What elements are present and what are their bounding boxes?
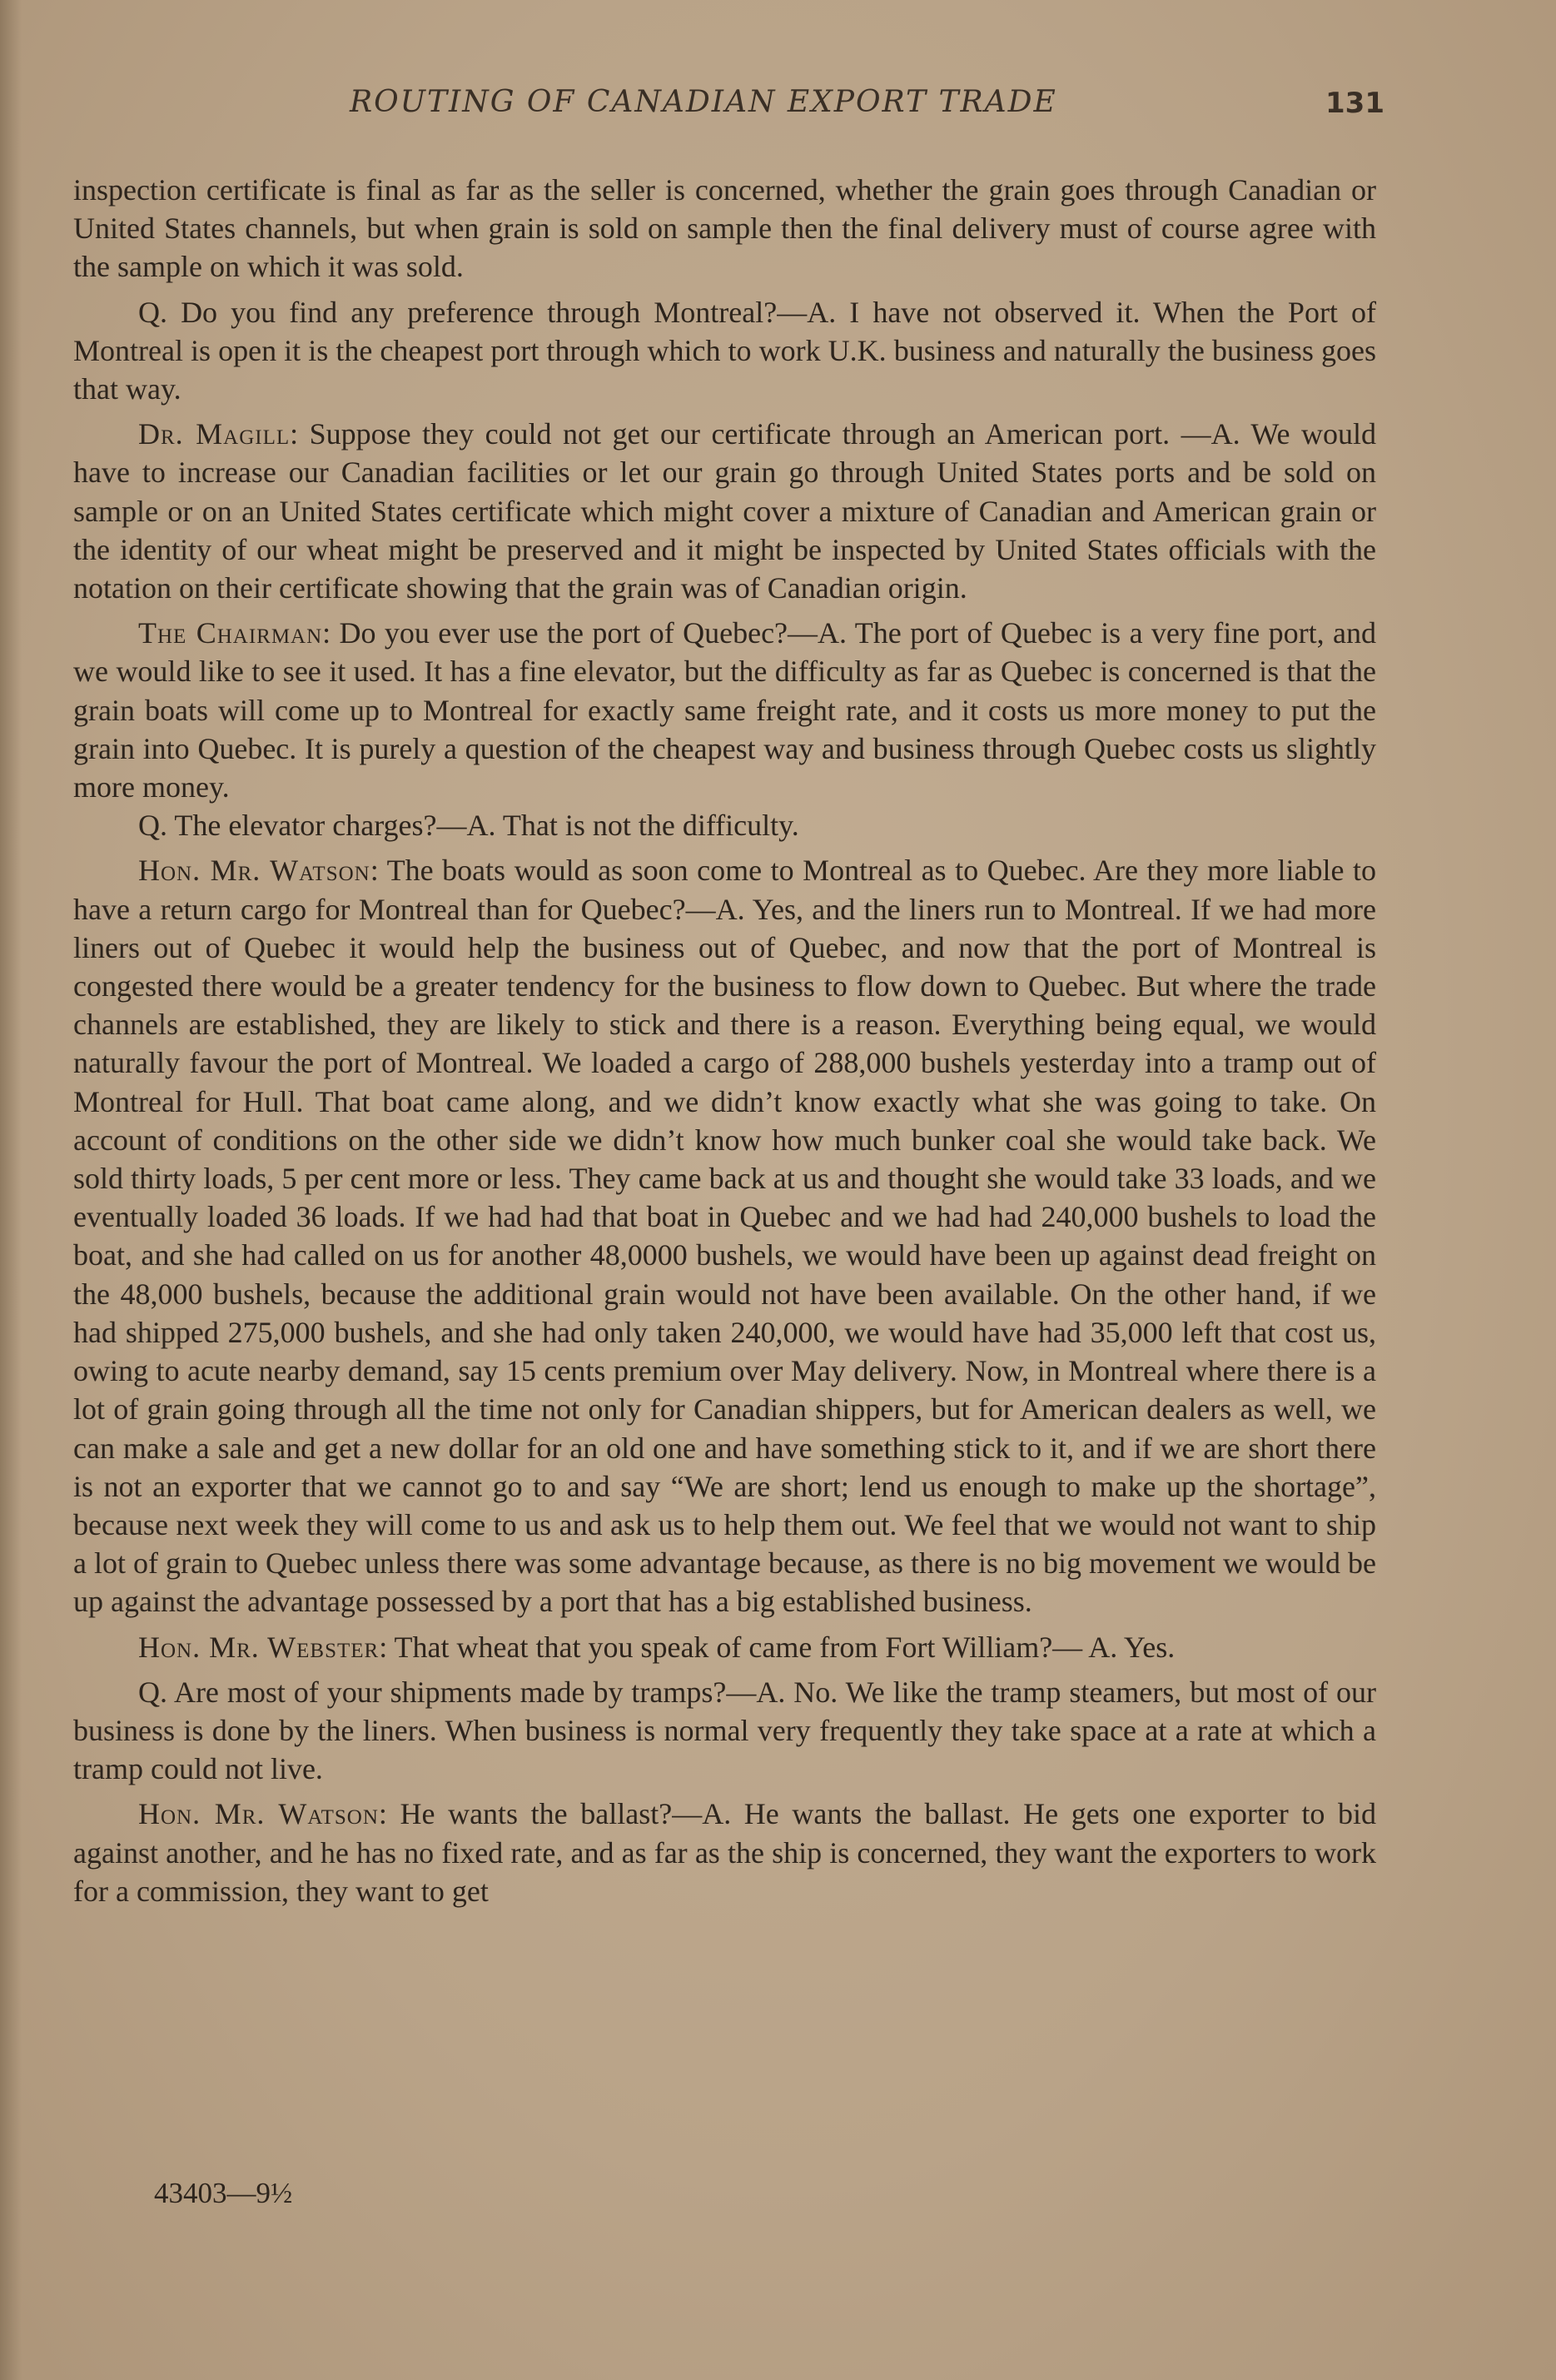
paragraph [73, 415, 1376, 607]
paragraph [73, 1673, 1376, 1789]
paragraph [73, 614, 1376, 806]
paragraph-text: : The boats would as soon come to Montreal as to Quebec. Are they more liable to have a return cargo for Montreal than for Quebec?—A. Yes, and the liners run to Montreal. If we had more liners out of Quebec it would help the business out of Quebec, and now that the port of Montreal is congested there would be a greater tendency for the business to flow down to Quebec. But where the trade channels are established, they are likely to stick and there is a reason. Everything being equal, we would naturally favour the port of Montreal. We loaded a cargo of 288,000 bushels yesterday into a tramp out of Montreal for Hull. That boat came along, and we didn’t know exactly what she was going to take. On account of conditions on the other side we didn’t know how much bunker coal she would take back. We sold thirty loads, 5 per cent more or less. They came back at us and thought she would take 33 loads, and we eventually loaded 36 loads. If we had had that boat in Quebec and we had had 240,000 bushels to load the boat, and she had called on us for another 48,0000 bushels, we would have been up against dead freight on the 48,000 bushels, because the additional grain would not have been available. On the other hand, if we had shipped 275,000 bushels, and she had only taken 240,000, we would have had 35,000 left that cost us, owing to acute nearby demand, say 15 cents premium over May delivery. Now, in Montreal where there is a lot of grain going through all the time not only for Canadian shippers, but for American dealers as well, we can make a sale and get a new dollar for an old one and have something stick to it, and if we are short there is not an exporter that we cannot go to and say “We are short; lend us enough to make up the shortage”, because next week they will come to us and ask us to help them out. We feel that we would not want to ship a lot of grain to Quebec unless there was some advantage because, as there is no big movement we would be up against the advantage possessed by a port that has a big established business. [73, 854, 1376, 1619]
paragraph-speaker: Hon. Mr. Webster [138, 1630, 380, 1664]
paragraph [73, 293, 1376, 409]
paragraph [73, 1795, 1376, 1910]
document-body [73, 171, 1376, 1910]
paragraph-speaker: The Chairman [138, 616, 323, 650]
page-number: 131 [1325, 87, 1384, 120]
paragraph-text: Q. Do you find any preference through Montreal?—A. I have not observed it. When the Port of Montreal is open it is the cheapest port through which to work U.K. business and naturally the business goes that way. [73, 295, 1376, 406]
paragraph [73, 851, 1376, 1621]
paragraph [73, 806, 1376, 844]
paragraph-text: : He wants the ballast?—A. He wants the ballast. He gets one exporter to bid against another, and he has no fixed rate, and as far as the ship is concerned, they want the exporters to work for a commission, they want to get [73, 1797, 1376, 1908]
page-header [0, 80, 1556, 130]
paragraph-text: Q. Are most of your shipments made by tramps?—A. No. We like the tramp steamers, but most of our business is done by the liners. When business is normal very frequently they take space at a rate at which a tramp could not live. [73, 1675, 1376, 1786]
paragraph-text: : That wheat that you speak of came from Fort William?— A. Yes. [379, 1630, 1176, 1664]
paragraph-text: inspection certificate is final as far as the seller is concerned, whether the grain goes through Canadian or United States channels, but when grain is sold on sample then the final delivery must of course agree with the sample on which it was sold. [73, 173, 1376, 284]
page-binding-edge [0, 0, 22, 2380]
paragraph-text: : Suppose they could not get our certificate through an American port. —A. We would have to increase our Canadian facilities or let our grain go through United States ports and be sold on sample or on an United States certificate which might cover a mixture of Canadian and American grain or the identity of our wheat might be preserved and it might be inspected by United States officials with the notation on their certificate showing that the grain was of Canadian origin. [73, 417, 1376, 605]
paragraph-speaker: Hon. Mr. Watson [138, 854, 370, 888]
paragraph [73, 171, 1376, 286]
paragraph [73, 1628, 1376, 1666]
printer-signature: 43403—9½ [154, 2177, 293, 2209]
paragraph-text: : Do you ever use the port of Quebec?—A. The port of Quebec is a very fine port, and we would like to see it used. It has a fine elevator, but the difficulty as far as Quebec is concerned is that the grain boats will come up to Montreal for exactly same freight rate, and it costs us more money to put the grain into Quebec. It is purely a question of the cheapest way and business through Quebec costs us slightly more money. [73, 616, 1376, 804]
paragraph-speaker: Hon. Mr. Watson [138, 1797, 379, 1831]
paragraph-text: Q. The elevator charges?—A. That is not the difficulty. [138, 809, 799, 843]
running-title: ROUTING OF CANADIAN EXPORT TRADE [350, 85, 1057, 119]
paragraph-speaker: Dr. Magill [138, 417, 291, 451]
